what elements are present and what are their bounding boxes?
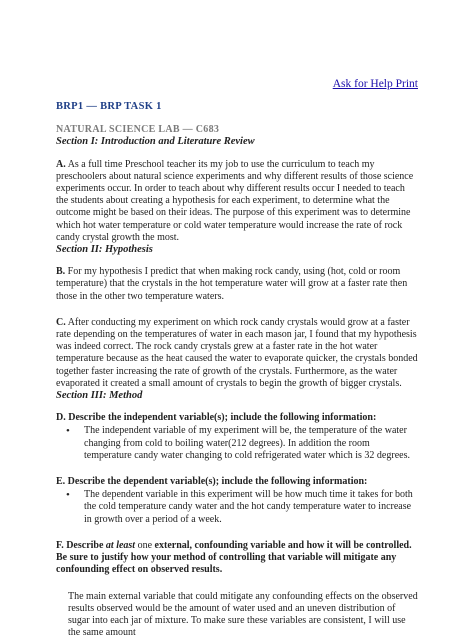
answer-b (56, 266, 418, 303)
question-d-text: Describe the independent variable(s); include the following information: (68, 412, 376, 423)
question-e-bullets (56, 489, 418, 526)
question-f-mid: one (138, 540, 152, 551)
answer-b-text: For my hypothesis I predict that when making rock candy, using (hot, cold or room temperature) that the crystals in the hot temperature water will grow at a faster rate then those in the other two temperature waters. (56, 266, 407, 301)
question-f-label: F. (56, 540, 64, 551)
question-e-bullet: • The dependent variable in this experiment will be how much time it takes for both the cold temperature candy water and the hot candy temperature water to increase in growth over a period of a week. (84, 489, 418, 526)
section-1-heading: Section I: Introduction and Literature Review (56, 136, 418, 148)
section-2-heading: Section II: Hypothesis (56, 244, 418, 256)
question-f-start: Describe (66, 540, 103, 551)
answer-a (56, 159, 418, 244)
document-content (56, 97, 418, 639)
answer-c (56, 317, 418, 390)
question-f-rest: external, confounding variable and how it will be controlled. Be sure to justify how your method of controlling that variable will mitigate any confounding effect on observed results. (56, 540, 412, 575)
answer-b-label: B. (56, 266, 65, 277)
question-f-emphasis: at least (106, 540, 135, 551)
answer-a-text: As a full time Preschool teacher its my job to use the curriculum to teach my preschoolers about natural science experiments and why different results of those science experiments occur. In order to teach about why different results occur I needed to teach the students about creating a hypothesis for each experiment, to determine what the outcome might be based on their ideas. The purpose of this experiment was to determine which hot water temperature or cold water temperature would increase the rate of rock candy crystal growth the most. (56, 159, 413, 243)
course-title: NATURAL SCIENCE LAB — C683 (56, 124, 418, 136)
answer-c-text: After conducting my experiment on which rock candy crystals would grow at a faster rate depending on the temperatures of water in each mason jar, I found that my hypothesis was indeed correct. The rock candy crystals grew at a faster rate in the hot water temperature because as the heat caused the water to evaporate quicker, the crystals bonded together faster increasing the rate of growth of the crystals. Furthermore, as the water evaporated it created a small amount of crystals to begin the growth of bigger crystals. (56, 317, 418, 389)
section-3-heading: Section III: Method (56, 390, 418, 402)
question-d-bullet: • The independent variable of my experiment will be, the temperature of the water changing from cold to boiling water(212 degrees). In addition the room temperature candy water changing to cold refrigerated water which is 32 degrees. (84, 425, 418, 462)
answer-c-label: C. (56, 317, 66, 328)
ask-for-help-print-link[interactable]: Ask for Help Print (333, 78, 418, 90)
task-title: BRP1 — BRP TASK 1 (56, 101, 418, 113)
question-d-label: D. (56, 412, 66, 423)
answer-f: The main external variable that could mitigate any confounding effects on the observed results observed would be the amount of water used and an uneven distribution of sugar into each jar of mixture. To make sure these variables are consistent, I will use the same amount (56, 591, 418, 639)
question-d (56, 412, 418, 462)
question-e-label: E. (56, 476, 65, 487)
question-d-bullets (56, 425, 418, 462)
question-f (56, 540, 418, 577)
question-e-text: Describe the dependent variable(s); include the following information: (68, 476, 368, 487)
question-e (56, 476, 418, 526)
answer-a-label: A. (56, 159, 66, 170)
